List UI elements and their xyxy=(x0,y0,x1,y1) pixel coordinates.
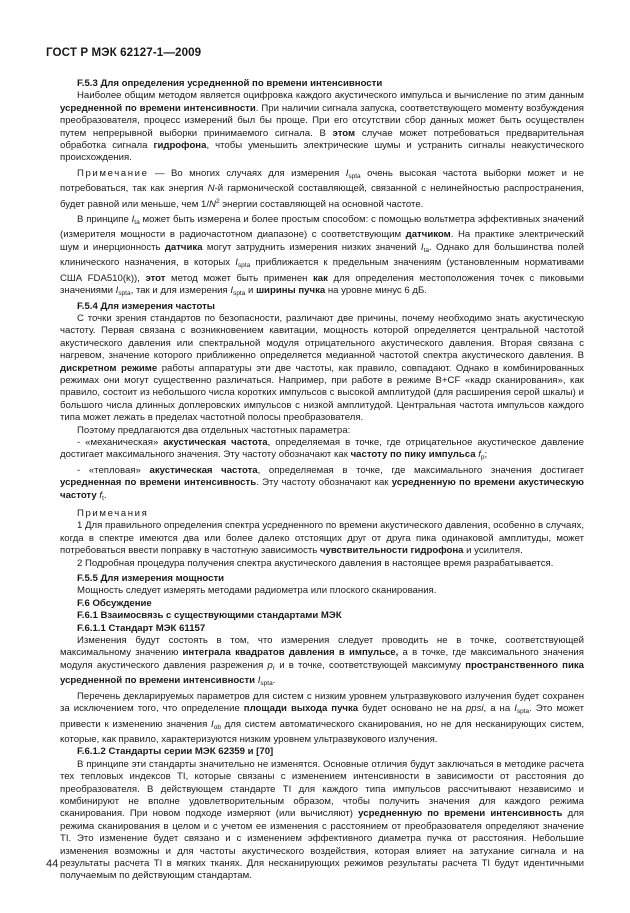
body-paragraph: 2 Подробная процедура получения спектра акустического давления в настоящее время разрабатывается. xyxy=(77,557,554,569)
body-paragraph: 1 Для правильного определения спектра усредненного по времени акустического давления, особенно в случаях, когда в спектре имеются два или более далеко отстоящих друг от друга пика одинаковой амплитуды, может потребоваться ввести поправку в частотную зависимость чувствительности гидрофона и усилителя. xyxy=(60,520,584,557)
body-paragraph: Мощность следует измерять методами радиометра или плоского сканирования. xyxy=(77,585,437,597)
section-heading: F.5.3 Для определения усредненной по времени интенсивности xyxy=(77,78,383,89)
document-header: ГОСТ Р МЭК 62127-1—2009 xyxy=(46,46,202,59)
body-paragraph: Поэтому предлагаются два отдельных частотных параметра: xyxy=(77,424,351,436)
section-heading: F.5.5 Для измерения мощности xyxy=(77,573,225,585)
section-heading: F.6.1.1 Стандарт МЭК 61157 xyxy=(77,622,206,634)
body-paragraph: С точки зрения стандартов по безопасности, различают две причины, почему необходимо знать акустическую частоту. Первая связана с возникновением кавитации, мощность которой определяется центральной частотой акустического давления или спектральной модуля отрицательного акустического давления. Вторая связана с нагревом, значение которого приближенно определяется медианной частотой спектра акустического давления. В дискретном режиме работы аппаратуры эти две частоты, как правило, совпадают. Однако в комбинированных режимах они могут существенно различаться. Например, при работе в режиме B+CF «кадр сканирования», как правило, состоит из небольшого числа коротких импульсов с высокой амплитудой (для расширения серой шкалы) и большого числа длинных доплеровских импульсов с низкой амплитудой. Центральная частота импульсов каждого типа может лежать в пределах частотной полосы преобразователя. xyxy=(60,312,584,424)
body-paragraph: Примечание — Во многих случаях для измерения $I_{spta}$ очень высокая частота выборки может и не потребоваться, так как энергия N-й гармонической составляющей, связанной с нелинейностью распространения, будет равной или меньше, чем $1/N^2$ энергии составляющей на основной частоте. xyxy=(60,167,584,210)
body-paragraph: - «тепловая» акустическая частота, определяемая в точке, где максимального значения достигает усредненная по времени интенсивность. Эту частоту обозначают как усредненную по времени акустическую частоту $f_t$. xyxy=(60,464,585,502)
page-number: 44 xyxy=(46,858,59,870)
section-heading: F.6.1 Взаимосвязь с существующими стандартами МЭК xyxy=(77,610,342,622)
section-heading: F.6 Обсуждение xyxy=(77,597,152,609)
body-paragraph: - «механическая» акустическая частота, определяемая в точке, где отрицательное акустическое давление достигает максимального значения. Эту частоту обозначают как частоту по пику импульса $f_p$; xyxy=(60,436,585,462)
document-body xyxy=(60,78,584,883)
body-paragraph: Перечень декларируемых параметров для систем с низким уровнем ультразвукового излучения будет сохранен за исключением того, что определение площади выхода пучка будет основано не на ppsi, а на $I_{spta}$. Это может привести к изменению значения $I_{ob}$ для систем автоматического сканирования, но не для неcканирующих систем, которые, как правило, характеризуются низким уровнем ультразвукового излучения. xyxy=(60,690,584,745)
section-heading: F.5.4 Для измерения частоты xyxy=(77,300,215,312)
body-paragraph: Примечания xyxy=(77,508,149,519)
body-paragraph: В принципе эти стандарты значительно не изменятся. Основные отличия будут заключаться в методике расчета тех тепловых индексов TI, которые связаны с изменением интенсивности в зависимости от расстояния до преобразователя. В действующем стандарте TI для каждого типа импульсов рассчитывают независимо и комбинируют не вполне удовлетворительным образом, чтобы получить значения для каждого режима сканирования. При новом подходе измеряют (или вычисляют) усредненную по времени интенсивность для режима сканирования в целом и с учетом ее изменения с расстоянием от преобразователя определяют значение TI. Это изменение будет связано и с изменением эффективного диаметра пучка от расстояния. Небольшие изменения возможны и для частоты акустического воздействия, которая влияет на затухание сигнала и на результаты расчета TI в мягких тканях. Для несканирующих режимов результаты расчета TI будут идентичными получаемым по действующим стандартам. xyxy=(60,758,584,882)
section-heading: F.6.1.2 Стандарты серии МЭК 62359 и [70] xyxy=(77,746,274,758)
body-paragraph: В принципе $I_{ta}$ может быть измерена и более простым способом: с помощью вольтметра эффективных значений (измерителя мощности в радиочастотном диапазоне) с соответствующим датчиком. На практике электрический шум и инерционность датчика могут затруднить измерения низких значений $I_{ta}$. Однако для большинства полей клинического назначения, в которых $I_{spta}$ приближается к предельным значениям (установленным нормативами США FDA510(k)), этот метод может быть применен как для определения местоположения точек с пиковыми значениями $I_{spta}$, так и для измерения $I_{spta}$ и ширины пучка на уровне минус 6 дБ. xyxy=(60,214,584,298)
body-paragraph: Наиболее общим методом является оцифровка каждого акустического импульса и вычисление по этим данным усредненной по времени интенсивности. При наличии сигнала запуска, соответствующего моменту возбуждения преобразователя, процесс измерений был бы проще. При его отсутствии сбор данных может быть осуществлен путем непрерывной выборки принимаемого сигнала. В этом случае может потребоваться предварительная обработка сигнала гидрофона, чтобы уменьшить электрические шумы и устранить сигналы неакустического происхождения. xyxy=(60,90,584,164)
body-paragraph: Изменения будут состоять в том, что измерения следует проводить не в точке, соответствующей максимальному значению интеграла квадратов давления в импульсе, а в точке, где максимального значения модуля акустического давления разрежения $p_r$ и в точке, соответствующей максимуму пространственного пика усредненной по времени интенсивности $I_{spta}$. xyxy=(60,635,584,688)
